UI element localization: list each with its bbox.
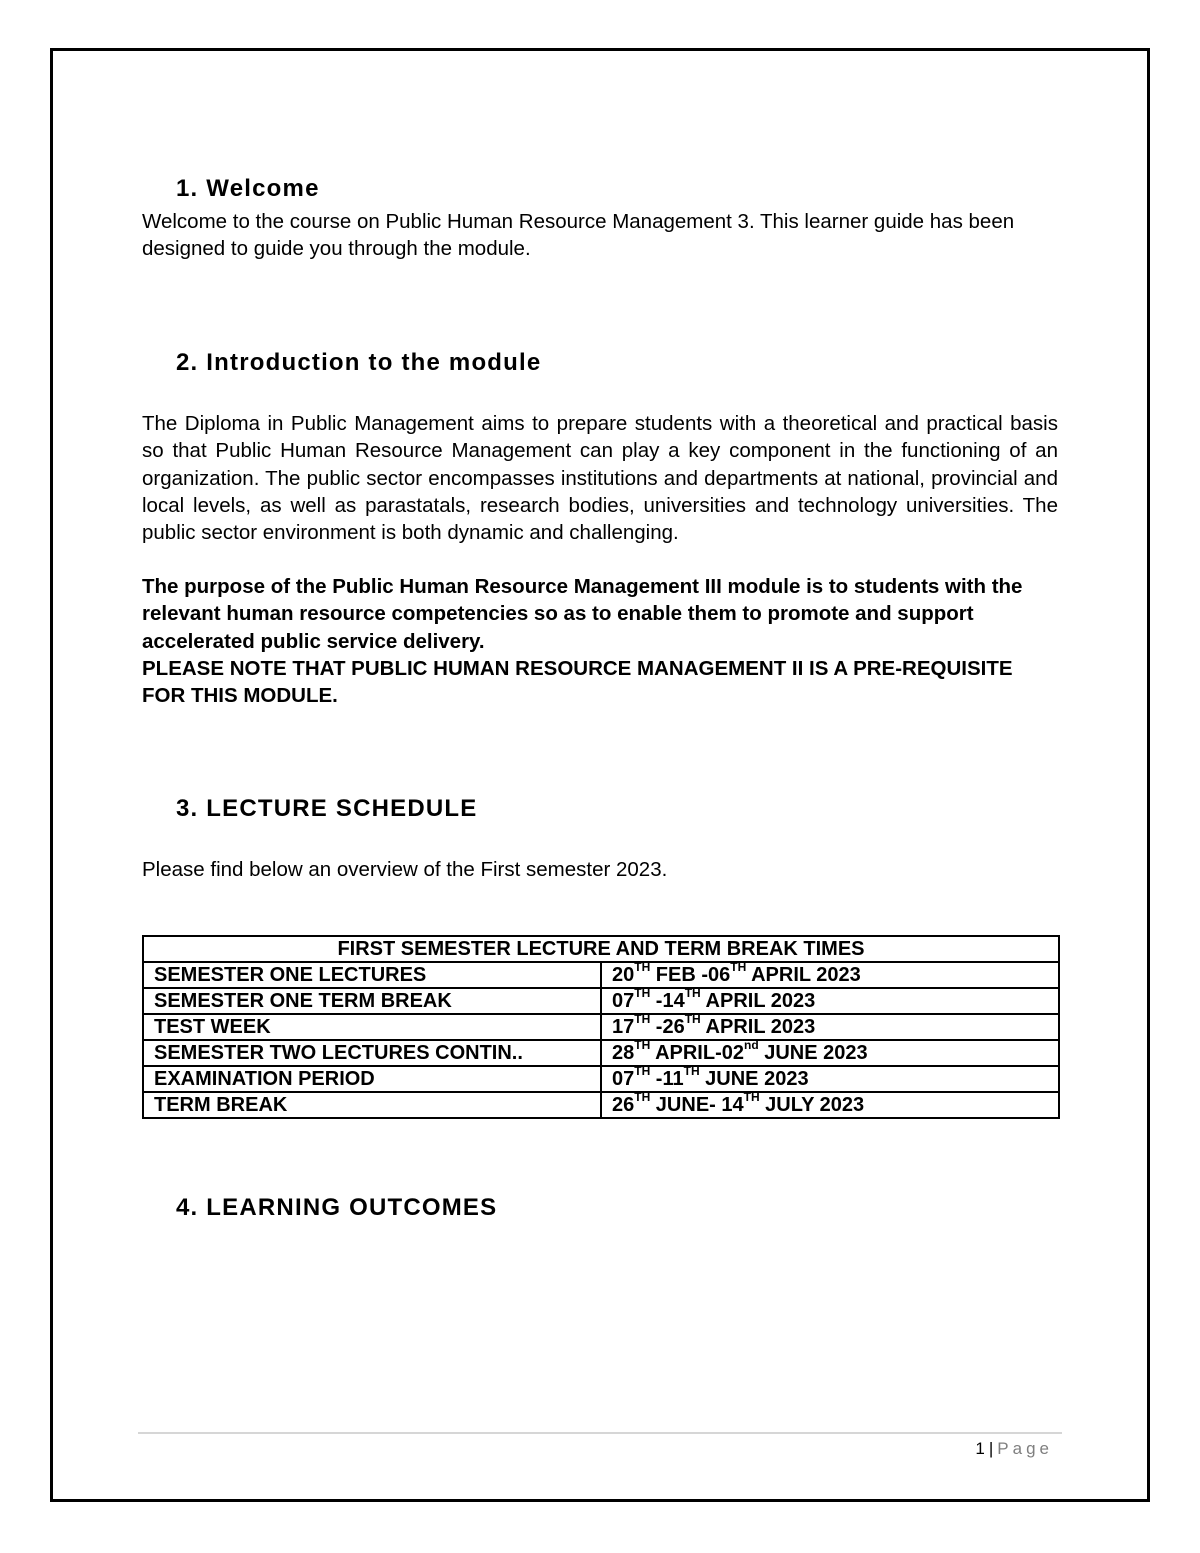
outcomes-heading: 4. LEARNING OUTCOMES <box>176 1194 498 1221</box>
period-dates <box>601 1066 1059 1092</box>
date-part: 17 <box>612 1016 635 1038</box>
date-part: APRIL 2023 <box>700 1016 816 1038</box>
period-dates <box>601 1092 1059 1118</box>
table-header-row <box>143 936 1059 962</box>
welcome-text: Welcome to the course on Public Human Resource Management 3. This learner guide has been designed to guide you through the module. <box>142 210 1015 261</box>
date-part: APRIL 2023 <box>746 964 861 986</box>
date-suffix: TH <box>634 1064 651 1079</box>
table-row <box>143 1092 1059 1118</box>
footer-divider <box>138 1432 1062 1434</box>
date-suffix: TH <box>634 1090 651 1105</box>
period-dates <box>601 962 1059 988</box>
period-label: SEMESTER ONE TERM BREAK <box>143 988 601 1014</box>
table-title: FIRST SEMESTER LECTURE AND TERM BREAK TIMES <box>143 936 1059 962</box>
table-row <box>143 962 1059 988</box>
date-suffix: TH <box>634 986 651 1001</box>
page-label: Page <box>997 1439 1053 1458</box>
period-label: TEST WEEK <box>143 1014 601 1040</box>
welcome-heading: 1. Welcome <box>176 175 320 202</box>
prerequisite-note: PLEASE NOTE THAT PUBLIC HUMAN RESOURCE MANAGEMENT II IS A PRE-REQUISITE FOR THIS MODULE. <box>142 657 1013 708</box>
date-part: -11 <box>650 1068 684 1090</box>
date-suffix: TH <box>634 1012 651 1027</box>
date-part: JUNE- 14 <box>650 1094 744 1116</box>
page-number: 1 <box>975 1439 985 1458</box>
introduction-heading: 2. Introduction to the module <box>176 349 542 376</box>
date-suffix: TH <box>684 1012 701 1027</box>
date-part: FEB -06 <box>650 964 731 986</box>
date-suffix: TH <box>730 960 747 975</box>
date-suffix: TH <box>634 960 651 975</box>
table-row <box>143 988 1059 1014</box>
date-part: 20 <box>612 964 635 986</box>
date-suffix: TH <box>683 1064 700 1079</box>
footer-separator: | <box>988 1439 994 1458</box>
date-part: 07 <box>612 1068 635 1090</box>
date-part: JUNE 2023 <box>758 1042 868 1064</box>
date-part: 26 <box>612 1094 635 1116</box>
date-part: 28 <box>612 1042 635 1064</box>
period-label: EXAMINATION PERIOD <box>143 1066 601 1092</box>
period-dates <box>601 988 1059 1014</box>
schedule-intro-text: Please find below an overview of the First semester 2023. <box>142 858 668 881</box>
purpose-text: The purpose of the Public Human Resource Management III module is to students with the relevant human resource competencies so as to enable them to promote and support accelerated public service delivery. <box>142 575 1023 653</box>
date-suffix: nd <box>743 1038 759 1053</box>
period-label: SEMESTER TWO LECTURES CONTIN.. <box>143 1040 601 1066</box>
date-part: -26 <box>650 1016 685 1038</box>
date-suffix: TH <box>684 986 701 1001</box>
page-border <box>50 48 1150 1502</box>
table-row <box>143 1066 1059 1092</box>
date-part: -14 <box>650 990 685 1012</box>
date-suffix: TH <box>634 1038 651 1053</box>
date-part: APRIL 2023 <box>700 990 816 1012</box>
table-row <box>143 1040 1059 1066</box>
period-dates <box>601 1014 1059 1040</box>
period-label: SEMESTER ONE LECTURES <box>143 962 601 988</box>
schedule-table <box>142 935 1060 1119</box>
date-part: JUNE 2023 <box>699 1068 809 1090</box>
period-label: TERM BREAK <box>143 1092 601 1118</box>
page-footer <box>975 1439 1053 1459</box>
date-part: APRIL-02 <box>650 1042 744 1064</box>
table-row <box>143 1014 1059 1040</box>
date-part: 07 <box>612 990 635 1012</box>
period-dates <box>601 1040 1059 1066</box>
schedule-heading: 3. LECTURE SCHEDULE <box>176 795 478 822</box>
date-part: JULY 2023 <box>759 1094 865 1116</box>
introduction-text: The Diploma in Public Management aims to prepare students with a theoretical and practical basis so that Public Human Resource Management can play a key component in the functioning of an organization. The public sector encompasses institutions and departments at national, provincial and local levels, as well as parastatals, research bodies, universities and technology universities. The public sector environment is both dynamic and challenging. <box>142 412 1058 545</box>
date-suffix: TH <box>743 1090 760 1105</box>
